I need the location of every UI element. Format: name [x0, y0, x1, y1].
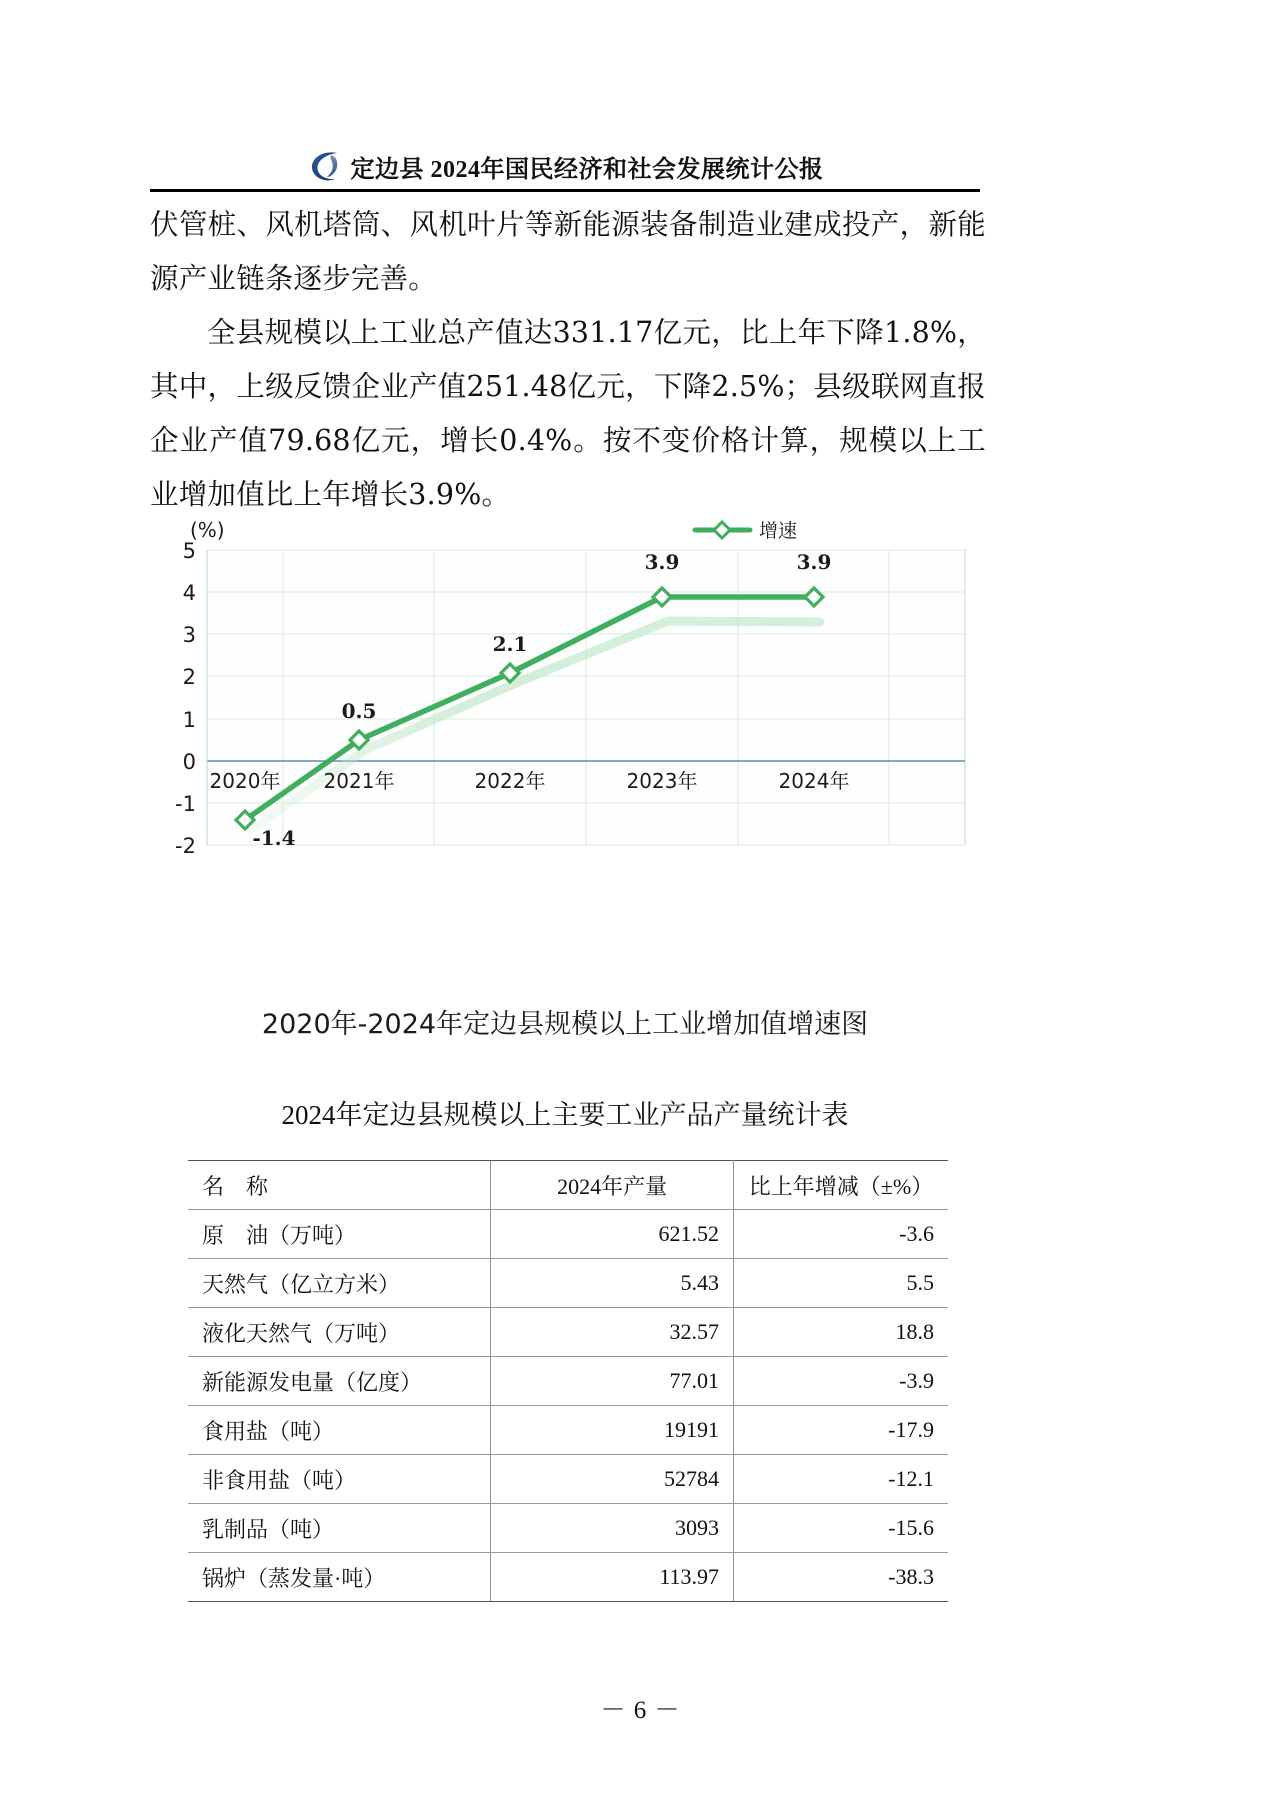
column-header-change: 比上年增减（±%）: [734, 1161, 949, 1210]
cell-name: 非食用盐（吨）: [188, 1455, 491, 1504]
table-row: [188, 1357, 948, 1406]
table-row: [188, 1259, 948, 1308]
cell-output: 19191: [491, 1406, 734, 1455]
cell-output: 52784: [491, 1455, 734, 1504]
y-tick-neg2: -2: [175, 834, 196, 858]
y-tick-1: 1: [182, 708, 196, 732]
data-label-2022: 2.1: [492, 632, 528, 656]
industrial-products-table: [188, 1160, 948, 1602]
table-row: [188, 1553, 948, 1602]
table-row: [188, 1406, 948, 1455]
cell-name: 原 油（万吨）: [188, 1210, 491, 1259]
x-tick-2022: 2022年: [474, 769, 546, 793]
data-label-2024: 3.9: [796, 550, 832, 574]
data-label-2021: 0.5: [341, 699, 377, 723]
y-tick-5: 5: [182, 539, 196, 563]
page-number: 6: [633, 1697, 647, 1724]
header-divider: [150, 189, 980, 192]
paragraph-1: 伏管桩、风机塔筒、风机叶片等新能源装备制造业建成投产，新能源产业链条逐步完善。: [150, 208, 986, 295]
table-body: [188, 1210, 948, 1602]
column-header-output: 2024年产量: [491, 1161, 734, 1210]
y-tick-3: 3: [182, 623, 196, 647]
cell-output: 113.97: [491, 1553, 734, 1602]
footer-suffix-dash: －: [654, 1697, 680, 1724]
header-title: 定边县 2024年国民经济和社会发展统计公报: [350, 157, 824, 183]
page-header: [150, 140, 980, 192]
x-tick-2021: 2021年: [323, 769, 395, 793]
y-tick-4: 4: [182, 581, 196, 605]
cell-name: 乳制品（吨）: [188, 1504, 491, 1553]
x-tick-2024: 2024年: [778, 769, 850, 793]
chart-caption: 2020年-2024年定边县规模以上工业增加值增速图: [261, 1009, 869, 1040]
cell-output: 3093: [491, 1504, 734, 1553]
legend-label-growth-rate: 增速: [759, 520, 798, 542]
y-tick-neg1: -1: [175, 792, 196, 816]
table-row: [188, 1455, 948, 1504]
page-footer: [0, 1690, 1280, 1726]
cell-name: 天然气（亿立方米）: [188, 1259, 491, 1308]
cell-change: -17.9: [734, 1406, 949, 1455]
paragraph-2: 全县规模以上工业总产值达331.17亿元，比上年下降1.8%，其中，上级反馈企业产值251.48亿元，下降2.5%；县级联网直报企业产值79.68亿元，增长0.4%。按不变价格计算，规模以上工业增加值比上年增长3.9%。: [150, 316, 986, 511]
cell-output: 621.52: [491, 1210, 734, 1259]
cell-output: 5.43: [491, 1259, 734, 1308]
cell-change: 18.8: [734, 1308, 949, 1357]
x-tick-2020: 2020年: [209, 769, 281, 793]
cell-change: -12.1: [734, 1455, 949, 1504]
legend-marker-icon: [714, 522, 730, 538]
cell-output: 77.01: [491, 1357, 734, 1406]
data-label-2023: 3.9: [644, 550, 680, 574]
y-tick-labels: [175, 539, 196, 858]
industrial-growth-chart: [150, 515, 980, 875]
y-tick-0: 0: [182, 750, 196, 774]
body-text-block: [150, 198, 986, 522]
chart-svg: [150, 515, 980, 875]
cell-name: 液化天然气（万吨）: [188, 1308, 491, 1357]
company-swoosh-logo-icon: [307, 146, 347, 186]
cell-name: 新能源发电量（亿度）: [188, 1357, 491, 1406]
cell-change: 5.5: [734, 1259, 949, 1308]
y-tick-2: 2: [182, 665, 196, 689]
cell-change: -3.6: [734, 1210, 949, 1259]
cell-change: -3.9: [734, 1357, 949, 1406]
chart-legend: [695, 520, 797, 542]
cell-change: -15.6: [734, 1504, 949, 1553]
table-header-row: [188, 1161, 948, 1210]
table-row: [188, 1504, 948, 1553]
cell-name: 食用盐（吨）: [188, 1406, 491, 1455]
cell-name: 锅炉（蒸发量·吨）: [188, 1553, 491, 1602]
footer-prefix-dash: －: [600, 1697, 626, 1724]
cell-change: -38.3: [734, 1553, 949, 1602]
table-row: [188, 1308, 948, 1357]
column-header-name: 名 称: [188, 1161, 491, 1210]
table-header: [188, 1161, 948, 1210]
data-label-2020: -1.4: [252, 826, 296, 850]
x-tick-2023: 2023年: [626, 769, 698, 793]
cell-output: 32.57: [491, 1308, 734, 1357]
table-title: 2024年定边县规模以上主要工业产品产量统计表: [281, 1100, 849, 1130]
y-axis-unit-label: (%): [190, 518, 225, 542]
table-row: [188, 1210, 948, 1259]
